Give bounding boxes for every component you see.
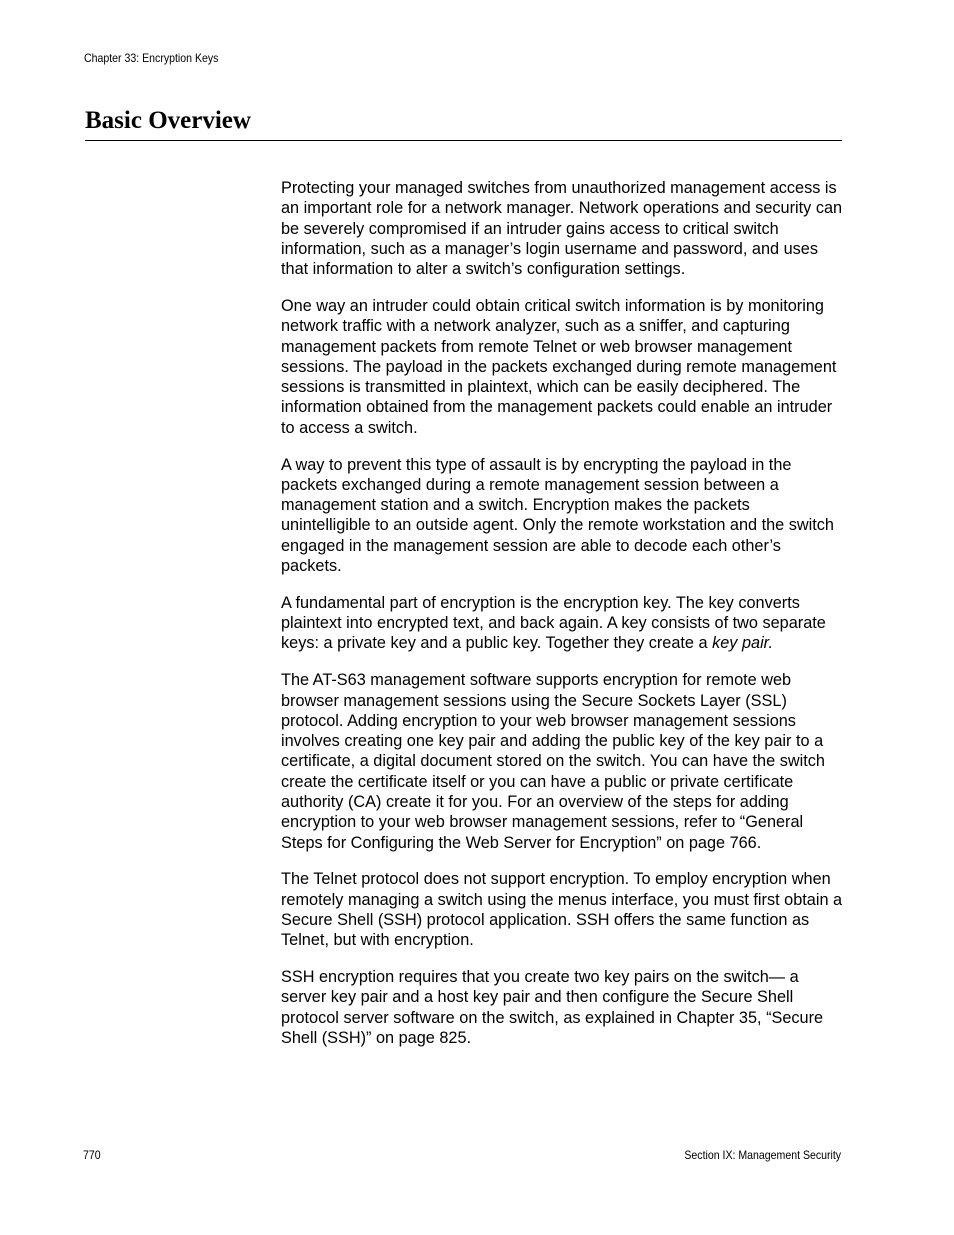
page-number: 770 [83, 1148, 101, 1162]
section-title: Basic Overview [85, 107, 251, 134]
paragraph-4-text: A fundamental part of encryption is the encryption key. The key converts plaintext into encrypted text, and back again. A key consists of two separate keys: a private key and a public key. Together they create a [281, 593, 826, 653]
paragraph-7: SSH encryption requires that you create two key pairs on the switch— a server key pair and a host key pair and then configure the Secure Shell protocol server software on the switch, as explained in Chapter 35, “Secure Shell (SSH)” on page 825. [281, 968, 824, 1047]
running-head: Chapter 33: Encryption Keys [84, 51, 219, 65]
paragraph-6: The Telnet protocol does not support encryption. To employ encryption when remotely managing a switch using the menus interface, you must first obtain a Secure Shell (SSH) protocol application. SSH offers the same function as Telnet, but with encryption. [281, 870, 843, 950]
body-text [281, 178, 843, 1048]
key-pair-emphasis: key pair. [712, 634, 774, 653]
paragraph-2: One way an intruder could obtain critical switch information is by monitoring network traffic with a network analyzer, such as a sniffer, and capturing management packets from remote Telnet or web browser management sessions. The payload in the packets exchanged during remote management sessions is transmitted in plaintext, which can be easily deciphered. The information obtained from the management packets could enable an intruder to access a switch. [281, 296, 837, 437]
title-rule [85, 140, 842, 141]
paragraph-4 [281, 593, 843, 654]
paragraph-5: The AT-S63 management software supports encryption for remote web browser management sessions using the Secure Sockets Layer (SSL) protocol. Adding encryption to your web browser management sessions involves creating one key pair and adding the public key of the key pair to a certificate, a digital document stored on the switch. You can have the switch create the certificate itself or you can have a public or private certificate authority (CA) create it for you. For an overview of the steps for adding encryption to your web browser management sessions, refer to “General Steps for Configuring the Web Server for Encryption” on page 766. [281, 671, 825, 852]
paragraph-3: A way to prevent this type of assault is by encrypting the payload in the packets exchanged during a remote management session between a management station and a switch. Encryption makes the packets unintelligible to an outside agent. Only the remote workstation and the switch engaged in the management session are able to decode each other’s packets. [281, 455, 834, 576]
paragraph-1: Protecting your managed switches from unauthorized management access is an important role for a network manager. Network operations and security can be severely compromised if an intruder gains access to critical switch information, such as a manager’s login username and password, and uses that information to alter a switch’s configuration settings. [281, 179, 843, 279]
section-footer: Section IX: Management Security [684, 1148, 841, 1162]
